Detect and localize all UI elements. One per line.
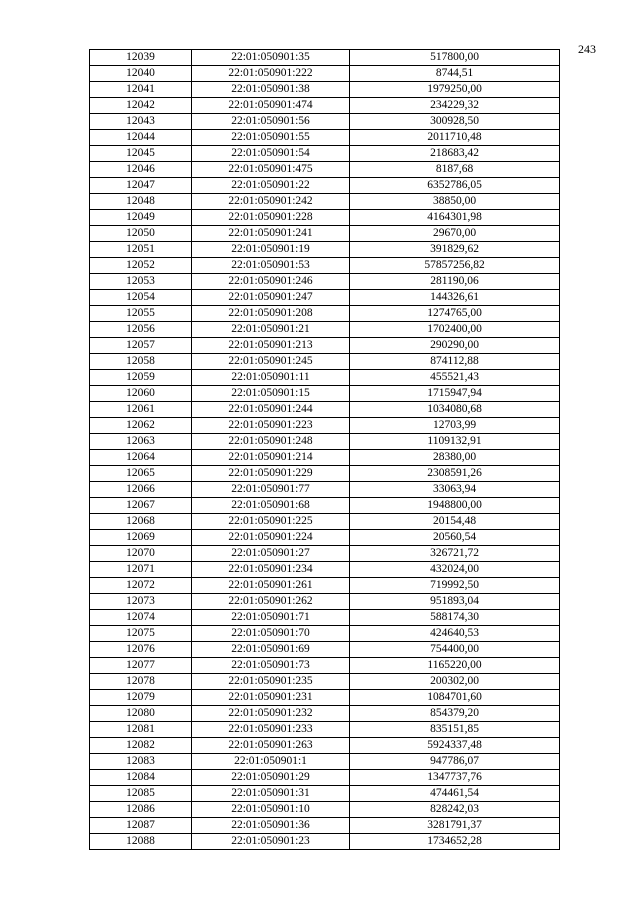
- table-row: [90, 386, 560, 402]
- record-number-cell: 12062: [90, 418, 192, 434]
- value-cell: 8744,51: [350, 66, 560, 82]
- page-number: 243: [578, 42, 596, 56]
- table-row: [90, 818, 560, 834]
- record-number-cell: 12051: [90, 242, 192, 258]
- table-row: [90, 146, 560, 162]
- value-cell: 5924337,48: [350, 738, 560, 754]
- record-number-cell: 12065: [90, 466, 192, 482]
- cadastral-number-cell: 22:01:050901:55: [192, 130, 350, 146]
- record-number-cell: 12061: [90, 402, 192, 418]
- cadastral-number-cell: 22:01:050901:231: [192, 690, 350, 706]
- table-row: [90, 338, 560, 354]
- cadastral-number-cell: 22:01:050901:53: [192, 258, 350, 274]
- cadastral-number-cell: 22:01:050901:27: [192, 546, 350, 562]
- record-number-cell: 12088: [90, 834, 192, 850]
- table-row: [90, 162, 560, 178]
- value-cell: 300928,50: [350, 114, 560, 130]
- cadastral-number-cell: 22:01:050901:234: [192, 562, 350, 578]
- table-row: [90, 370, 560, 386]
- record-number-cell: 12081: [90, 722, 192, 738]
- cadastral-number-cell: 22:01:050901:208: [192, 306, 350, 322]
- table-row: [90, 786, 560, 802]
- table-row: [90, 130, 560, 146]
- record-number-cell: 12078: [90, 674, 192, 690]
- table-row: [90, 690, 560, 706]
- table-row: [90, 594, 560, 610]
- registry-table: [89, 49, 560, 850]
- value-cell: 391829,62: [350, 242, 560, 258]
- cadastral-number-cell: 22:01:050901:213: [192, 338, 350, 354]
- record-number-cell: 12059: [90, 370, 192, 386]
- value-cell: 144326,61: [350, 290, 560, 306]
- value-cell: 1165220,00: [350, 658, 560, 674]
- table-row: [90, 450, 560, 466]
- record-number-cell: 12050: [90, 226, 192, 242]
- value-cell: 1109132,91: [350, 434, 560, 450]
- value-cell: 517800,00: [350, 50, 560, 66]
- cadastral-number-cell: 22:01:050901:36: [192, 818, 350, 834]
- cadastral-number-cell: 22:01:050901:232: [192, 706, 350, 722]
- table-row: [90, 754, 560, 770]
- record-number-cell: 12044: [90, 130, 192, 146]
- cadastral-number-cell: 22:01:050901:29: [192, 770, 350, 786]
- value-cell: 20154,48: [350, 514, 560, 530]
- record-number-cell: 12079: [90, 690, 192, 706]
- table-row: [90, 770, 560, 786]
- table-row: [90, 418, 560, 434]
- record-number-cell: 12047: [90, 178, 192, 194]
- cadastral-number-cell: 22:01:050901:15: [192, 386, 350, 402]
- value-cell: 12703,99: [350, 418, 560, 434]
- value-cell: 2308591,26: [350, 466, 560, 482]
- record-number-cell: 12064: [90, 450, 192, 466]
- value-cell: 1274765,00: [350, 306, 560, 322]
- value-cell: 1347737,76: [350, 770, 560, 786]
- cadastral-number-cell: 22:01:050901:242: [192, 194, 350, 210]
- table-row: [90, 738, 560, 754]
- value-cell: 835151,85: [350, 722, 560, 738]
- value-cell: 1979250,00: [350, 82, 560, 98]
- record-number-cell: 12077: [90, 658, 192, 674]
- record-number-cell: 12073: [90, 594, 192, 610]
- table-row: [90, 626, 560, 642]
- value-cell: 1034080,68: [350, 402, 560, 418]
- value-cell: 33063,94: [350, 482, 560, 498]
- record-number-cell: 12055: [90, 306, 192, 322]
- cadastral-number-cell: 22:01:050901:223: [192, 418, 350, 434]
- cadastral-number-cell: 22:01:050901:474: [192, 98, 350, 114]
- record-number-cell: 12080: [90, 706, 192, 722]
- cadastral-number-cell: 22:01:050901:241: [192, 226, 350, 242]
- cadastral-number-cell: 22:01:050901:68: [192, 498, 350, 514]
- cadastral-number-cell: 22:01:050901:35: [192, 50, 350, 66]
- value-cell: 234229,32: [350, 98, 560, 114]
- table-row: [90, 290, 560, 306]
- table-row: [90, 674, 560, 690]
- cadastral-number-cell: 22:01:050901:247: [192, 290, 350, 306]
- cadastral-number-cell: 22:01:050901:31: [192, 786, 350, 802]
- record-number-cell: 12072: [90, 578, 192, 594]
- value-cell: 1948800,00: [350, 498, 560, 514]
- cadastral-number-cell: 22:01:050901:1: [192, 754, 350, 770]
- cadastral-number-cell: 22:01:050901:71: [192, 610, 350, 626]
- value-cell: 854379,20: [350, 706, 560, 722]
- record-number-cell: 12042: [90, 98, 192, 114]
- value-cell: 719992,50: [350, 578, 560, 594]
- value-cell: 8187,68: [350, 162, 560, 178]
- cadastral-number-cell: 22:01:050901:77: [192, 482, 350, 498]
- record-number-cell: 12054: [90, 290, 192, 306]
- cadastral-number-cell: 22:01:050901:70: [192, 626, 350, 642]
- record-number-cell: 12086: [90, 802, 192, 818]
- record-number-cell: 12063: [90, 434, 192, 450]
- value-cell: 424640,53: [350, 626, 560, 642]
- value-cell: 20560,54: [350, 530, 560, 546]
- value-cell: 947786,07: [350, 754, 560, 770]
- table-row: [90, 706, 560, 722]
- cadastral-number-cell: 22:01:050901:248: [192, 434, 350, 450]
- value-cell: 1702400,00: [350, 322, 560, 338]
- table-row: [90, 114, 560, 130]
- value-cell: 828242,03: [350, 802, 560, 818]
- record-number-cell: 12071: [90, 562, 192, 578]
- cadastral-number-cell: 22:01:050901:11: [192, 370, 350, 386]
- record-number-cell: 12069: [90, 530, 192, 546]
- cadastral-number-cell: 22:01:050901:214: [192, 450, 350, 466]
- value-cell: 1734652,28: [350, 834, 560, 850]
- record-number-cell: 12076: [90, 642, 192, 658]
- value-cell: 1715947,94: [350, 386, 560, 402]
- record-number-cell: 12083: [90, 754, 192, 770]
- table-row: [90, 178, 560, 194]
- table-row: [90, 658, 560, 674]
- record-number-cell: 12084: [90, 770, 192, 786]
- table-row: [90, 482, 560, 498]
- value-cell: 1084701,60: [350, 690, 560, 706]
- record-number-cell: 12060: [90, 386, 192, 402]
- value-cell: 290290,00: [350, 338, 560, 354]
- cadastral-number-cell: 22:01:050901:233: [192, 722, 350, 738]
- table-row: [90, 322, 560, 338]
- cadastral-number-cell: 22:01:050901:21: [192, 322, 350, 338]
- cadastral-number-cell: 22:01:050901:224: [192, 530, 350, 546]
- record-number-cell: 12043: [90, 114, 192, 130]
- table-row: [90, 194, 560, 210]
- value-cell: 874112,88: [350, 354, 560, 370]
- cadastral-number-cell: 22:01:050901:225: [192, 514, 350, 530]
- value-cell: 588174,30: [350, 610, 560, 626]
- record-number-cell: 12066: [90, 482, 192, 498]
- table-row: [90, 274, 560, 290]
- table-row: [90, 226, 560, 242]
- record-number-cell: 12048: [90, 194, 192, 210]
- table-row: [90, 98, 560, 114]
- cadastral-number-cell: 22:01:050901:246: [192, 274, 350, 290]
- record-number-cell: 12085: [90, 786, 192, 802]
- value-cell: 29670,00: [350, 226, 560, 242]
- table-row: [90, 306, 560, 322]
- cadastral-number-cell: 22:01:050901:245: [192, 354, 350, 370]
- cadastral-number-cell: 22:01:050901:10: [192, 802, 350, 818]
- value-cell: 4164301,98: [350, 210, 560, 226]
- table-row: [90, 610, 560, 626]
- table-row: [90, 210, 560, 226]
- cadastral-number-cell: 22:01:050901:54: [192, 146, 350, 162]
- table-row: [90, 434, 560, 450]
- record-number-cell: 12041: [90, 82, 192, 98]
- record-number-cell: 12067: [90, 498, 192, 514]
- record-number-cell: 12039: [90, 50, 192, 66]
- record-number-cell: 12046: [90, 162, 192, 178]
- value-cell: 2011710,48: [350, 130, 560, 146]
- value-cell: 326721,72: [350, 546, 560, 562]
- record-number-cell: 12052: [90, 258, 192, 274]
- cadastral-number-cell: 22:01:050901:263: [192, 738, 350, 754]
- table-row: [90, 642, 560, 658]
- cadastral-number-cell: 22:01:050901:244: [192, 402, 350, 418]
- value-cell: 281190,06: [350, 274, 560, 290]
- cadastral-number-cell: 22:01:050901:73: [192, 658, 350, 674]
- registry-table-body: [90, 50, 560, 850]
- record-number-cell: 12068: [90, 514, 192, 530]
- record-number-cell: 12057: [90, 338, 192, 354]
- table-row: [90, 722, 560, 738]
- cadastral-number-cell: 22:01:050901:261: [192, 578, 350, 594]
- value-cell: 218683,42: [350, 146, 560, 162]
- table-row: [90, 546, 560, 562]
- value-cell: 38850,00: [350, 194, 560, 210]
- cadastral-number-cell: 22:01:050901:23: [192, 834, 350, 850]
- record-number-cell: 12070: [90, 546, 192, 562]
- table-row: [90, 82, 560, 98]
- value-cell: 6352786,05: [350, 178, 560, 194]
- cadastral-number-cell: 22:01:050901:475: [192, 162, 350, 178]
- cadastral-number-cell: 22:01:050901:235: [192, 674, 350, 690]
- table-row: [90, 402, 560, 418]
- table-row: [90, 498, 560, 514]
- value-cell: 951893,04: [350, 594, 560, 610]
- record-number-cell: 12049: [90, 210, 192, 226]
- cadastral-number-cell: 22:01:050901:222: [192, 66, 350, 82]
- table-row: [90, 834, 560, 850]
- record-number-cell: 12075: [90, 626, 192, 642]
- table-row: [90, 354, 560, 370]
- table-row: [90, 258, 560, 274]
- value-cell: 200302,00: [350, 674, 560, 690]
- value-cell: 455521,43: [350, 370, 560, 386]
- record-number-cell: 12053: [90, 274, 192, 290]
- table-row: [90, 802, 560, 818]
- table-row: [90, 66, 560, 82]
- record-number-cell: 12040: [90, 66, 192, 82]
- value-cell: 57857256,82: [350, 258, 560, 274]
- table-row: [90, 242, 560, 258]
- cadastral-number-cell: 22:01:050901:262: [192, 594, 350, 610]
- cadastral-number-cell: 22:01:050901:56: [192, 114, 350, 130]
- cadastral-number-cell: 22:01:050901:229: [192, 466, 350, 482]
- table-row: [90, 466, 560, 482]
- record-number-cell: 12074: [90, 610, 192, 626]
- cadastral-number-cell: 22:01:050901:38: [192, 82, 350, 98]
- cadastral-number-cell: 22:01:050901:19: [192, 242, 350, 258]
- table-row: [90, 562, 560, 578]
- record-number-cell: 12087: [90, 818, 192, 834]
- table-row: [90, 530, 560, 546]
- record-number-cell: 12045: [90, 146, 192, 162]
- value-cell: 3281791,37: [350, 818, 560, 834]
- cadastral-number-cell: 22:01:050901:69: [192, 642, 350, 658]
- table-row: [90, 578, 560, 594]
- cadastral-number-cell: 22:01:050901:228: [192, 210, 350, 226]
- value-cell: 28380,00: [350, 450, 560, 466]
- record-number-cell: 12082: [90, 738, 192, 754]
- value-cell: 754400,00: [350, 642, 560, 658]
- record-number-cell: 12056: [90, 322, 192, 338]
- table-row: [90, 50, 560, 66]
- record-number-cell: 12058: [90, 354, 192, 370]
- value-cell: 432024,00: [350, 562, 560, 578]
- cadastral-number-cell: 22:01:050901:22: [192, 178, 350, 194]
- value-cell: 474461,54: [350, 786, 560, 802]
- table-row: [90, 514, 560, 530]
